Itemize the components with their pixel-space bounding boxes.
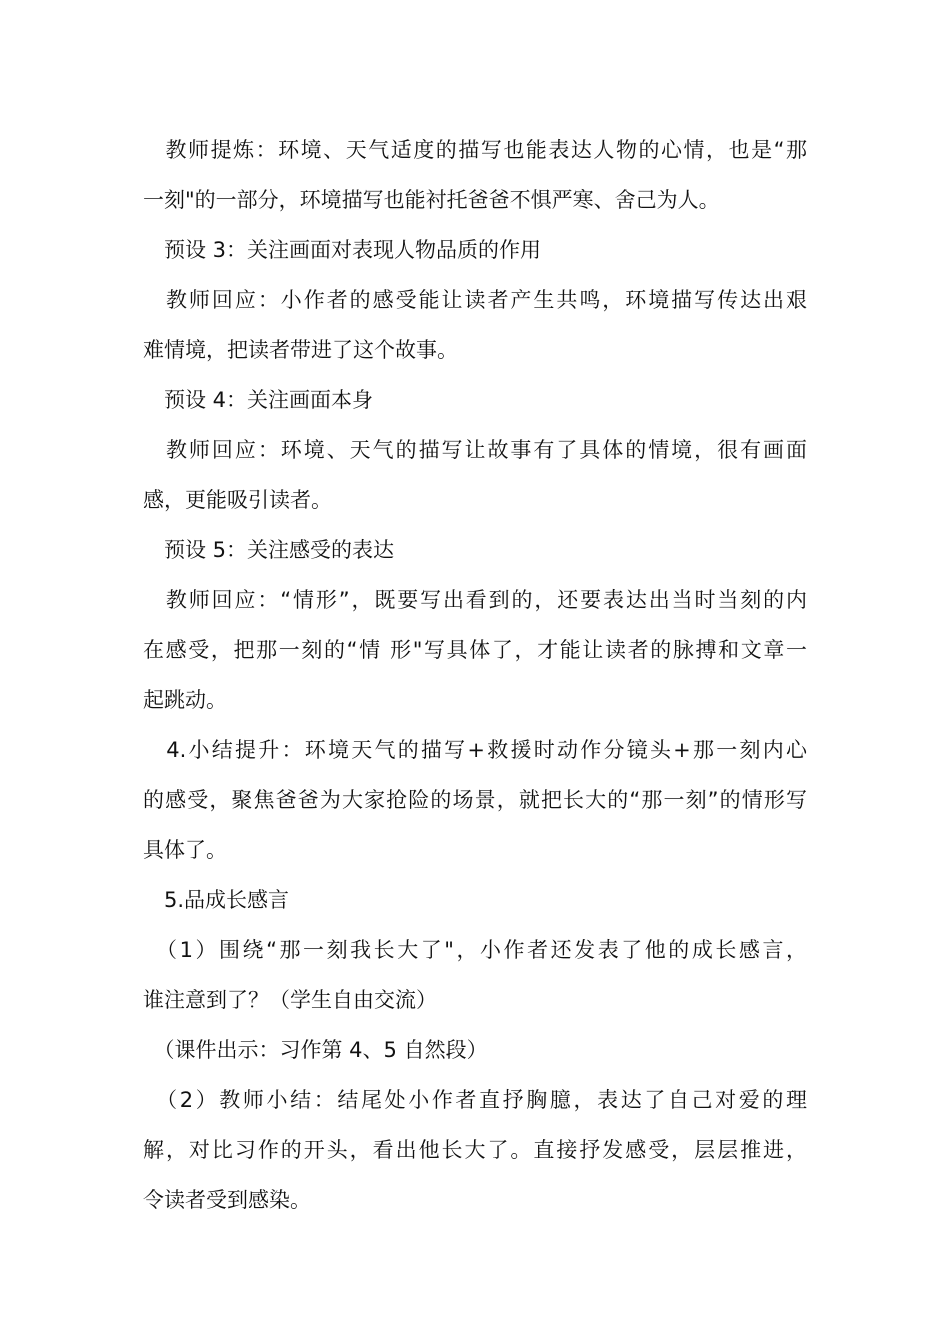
text-line: 的感受，聚焦爸爸为大家抢险的场景，就把长大的“那一刻”的情形写 xyxy=(143,788,807,812)
text-line: 预设 5：关注感受的表达 xyxy=(143,538,395,562)
text-line: 具体了。 xyxy=(143,838,227,862)
text-line: 难情境，把读者带进了这个故事。 xyxy=(143,338,458,362)
paragraph-item-2 xyxy=(143,1075,807,1225)
paragraph-teacher-response-1 xyxy=(143,275,807,375)
text-line: （1）围绕“那一刻我长大了"，小作者还发表了他的成长感言， xyxy=(143,938,807,962)
text-line: 起跳动。 xyxy=(143,688,227,712)
paragraph-heading-5 xyxy=(143,875,807,925)
text-line: 预设 4：关注画面本身 xyxy=(143,388,374,412)
paragraph-preset-4 xyxy=(143,375,807,425)
text-line: 教师回应：“情形”，既要写出看到的，还要表达出当时当刻的内 xyxy=(143,588,807,612)
text-line: 一刻"的一部分，环境描写也能衬托爸爸不惧严寒、舍己为人。 xyxy=(143,188,720,212)
text-line: （2）教师小结：结尾处小作者直抒胸臆，表达了自己对爱的理 xyxy=(143,1088,807,1112)
text-line: 教师回应：小作者的感受能让读者产生共鸣，环境描写传达出艰 xyxy=(143,288,807,312)
text-line: 感，更能吸引读者。 xyxy=(143,488,332,512)
paragraph-courseware xyxy=(143,1025,807,1075)
text-line: 令读者受到感染。 xyxy=(143,1188,311,1212)
text-line: 在感受，把那一刻的“情 形"写具体了，才能让读者的脉搏和文章一 xyxy=(143,638,807,662)
paragraph-preset-5 xyxy=(143,525,807,575)
paragraph-teacher-refine xyxy=(143,125,807,225)
text-line: 解，对比习作的开头，看出他长大了。直接抒发感受，层层推进， xyxy=(143,1138,807,1162)
text-line: 教师回应：环境、天气的描写让故事有了具体的情境，很有画面 xyxy=(143,438,807,462)
text-line: 谁注意到了？（学生自由交流） xyxy=(143,988,437,1012)
paragraph-item-1 xyxy=(143,925,807,1025)
text-line: 教师提炼：环境、天气适度的描写也能表达人物的心情，也是“那 xyxy=(143,138,807,162)
paragraph-preset-3 xyxy=(143,225,807,275)
paragraph-teacher-response-3 xyxy=(143,575,807,725)
paragraph-summary-4 xyxy=(143,725,807,875)
paragraph-teacher-response-2 xyxy=(143,425,807,525)
text-line: （课件出示：习作第 4、5 自然段） xyxy=(143,1038,488,1062)
text-line: 5.品成长感言 xyxy=(143,888,290,912)
text-line: 预设 3：关注画面对表现人物品质的作用 xyxy=(143,238,542,262)
text-line: 4.小结提升：环境天气的描写+救援时动作分镜头+那一刻内心 xyxy=(143,738,807,762)
